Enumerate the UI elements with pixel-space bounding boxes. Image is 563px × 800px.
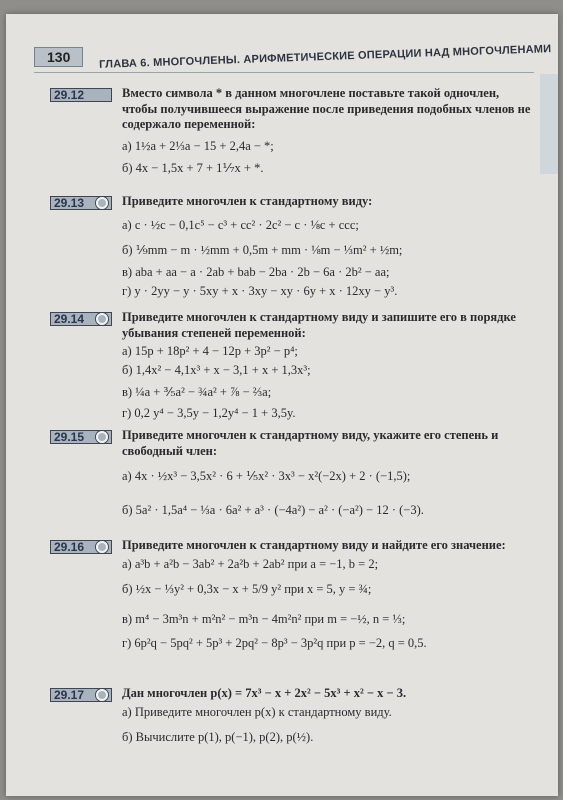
header-divider — [34, 72, 534, 73]
problem-body — [122, 686, 536, 746]
problem-body — [122, 86, 536, 176]
difficulty-circle-icon — [96, 431, 108, 443]
problem-29-14 — [50, 310, 536, 422]
problem-item: в) aba + aa − a · 2ab + bab − 2ba · 2b − 6a · 2b² − aa; — [122, 264, 390, 279]
problem-29-13 — [50, 194, 536, 299]
problem-item: б) ⅑mm − m · ½mm + 0,5m + mm · ⅛m − ⅓m² + ½m; — [122, 243, 403, 258]
problem-item: б) Вычислите p(1), p(−1), p(2), p(½). — [122, 730, 314, 745]
problem-item: а) a³b + a²b − 3ab² + 2a²b + 2ab² при a = −1, b = 2; — [122, 556, 379, 571]
problem-task: Приведите многочлен к стандартному виду, укажите его степень и свободный член: — [122, 428, 499, 458]
problem-task: Вместо символа * в данном многочлене поставьте такой одночлен, чтобы получившееся выражение после приведения подобных членов не содержало переменной: — [122, 86, 531, 132]
problem-task: Приведите многочлен к стандартному виду и запишите его в порядке убывания степеней переменной: — [122, 310, 516, 340]
problem-29-16 — [50, 538, 536, 651]
problem-body — [122, 428, 536, 519]
problem-item: б) ½x − ⅓y² + 0,3x − x + 5/9 y² при x = 5, y = ¾; — [122, 582, 372, 597]
problem-task: Приведите многочлен к стандартному виду и найдите его значение: — [122, 538, 506, 552]
problem-29-15 — [50, 428, 536, 519]
page-number: 130 — [34, 47, 83, 67]
problem-number-badge — [50, 196, 112, 210]
problem-number: 29.17 — [54, 688, 85, 702]
problem-item: б) 4x − 1,5x + 7 + 1⅐x + *. — [122, 160, 264, 175]
difficulty-circle-icon — [96, 197, 108, 209]
problem-number: 29.14 — [54, 312, 85, 326]
problem-item: г) y · 2yy − y · 5xy + x · 3xy − xy · 6y + x · 12xy − y³. — [122, 283, 398, 298]
problem-item: г) 6p²q − 5pq² + 5p³ + 2pq² − 8p³ − 3p²q при p = −2, q = 0,5. — [122, 635, 427, 650]
problem-number: 29.13 — [54, 196, 85, 210]
problem-number-badge — [50, 540, 112, 554]
problem-item: г) 0,2 y⁴ − 3,5y − 1,2y⁴ − 1 + 3,5y. — [122, 406, 296, 421]
problem-body — [122, 194, 536, 299]
problem-number: 29.12 — [54, 88, 85, 102]
chapter-title: ГЛАВА 6. МНОГОЧЛЕНЫ. АРИФМЕТИЧЕСКИЕ ОПЕРАЦИИ НАД МНОГОЧЛЕНАМИ — [99, 43, 552, 71]
problem-item: а) 15p + 18p² + 4 − 12p + 3p² − p⁴; — [122, 344, 298, 359]
problem-number-badge — [50, 688, 112, 702]
page-edge — [540, 74, 558, 174]
problem-29-12 — [50, 86, 536, 176]
textbook-page — [6, 14, 558, 796]
problem-number-badge — [50, 312, 112, 326]
problem-29-17 — [50, 686, 536, 746]
difficulty-circle-icon — [96, 689, 108, 701]
problem-item: в) ¼a + ⅗a² − ¾a² + ⅞ − ⅔a; — [122, 384, 272, 399]
problem-item: а) Приведите многочлен p(x) к стандартному виду. — [122, 704, 392, 719]
problem-number-badge — [50, 430, 112, 444]
problem-number: 29.16 — [54, 540, 85, 554]
problem-item: а) c · ½c − 0,1c⁵ − c³ + cc² · 2c² − c · ⅛c + ccc; — [122, 217, 359, 232]
difficulty-circle-icon — [96, 541, 108, 553]
problem-item: б) 1,4x² − 4,1x³ + x − 3,1 + x + 1,3x³; — [122, 362, 311, 377]
problem-task: Приведите многочлен к стандартному виду: — [122, 194, 373, 208]
problem-task: Дан многочлен p(x) = 7x³ − x + 2x² − 5x³ + x² − x − 3. — [122, 686, 407, 700]
problem-item: а) 4x · ½x³ − 3,5x² · 6 + ⅕x² · 3x³ − x²(−2x) + 2 · (−1,5); — [122, 469, 411, 484]
problem-item: а) 1½a + 2⅓a − 15 + 2,4a − *; — [122, 138, 274, 153]
problem-item: в) m⁴ − 3m³n + m²n² − m³n − 4m²n² при m = −½, n = ⅓; — [122, 611, 406, 626]
problem-number-badge — [50, 88, 112, 102]
page-header — [34, 43, 552, 71]
difficulty-circle-icon — [96, 313, 108, 325]
problem-body — [122, 538, 536, 651]
problem-item: б) 5a² · 1,5a⁴ − ⅓a · 6a² + a³ · (−4a²) − a² · (−a²) − 12 · (−3). — [122, 502, 424, 517]
problem-number: 29.15 — [54, 430, 85, 444]
problem-body — [122, 310, 536, 422]
